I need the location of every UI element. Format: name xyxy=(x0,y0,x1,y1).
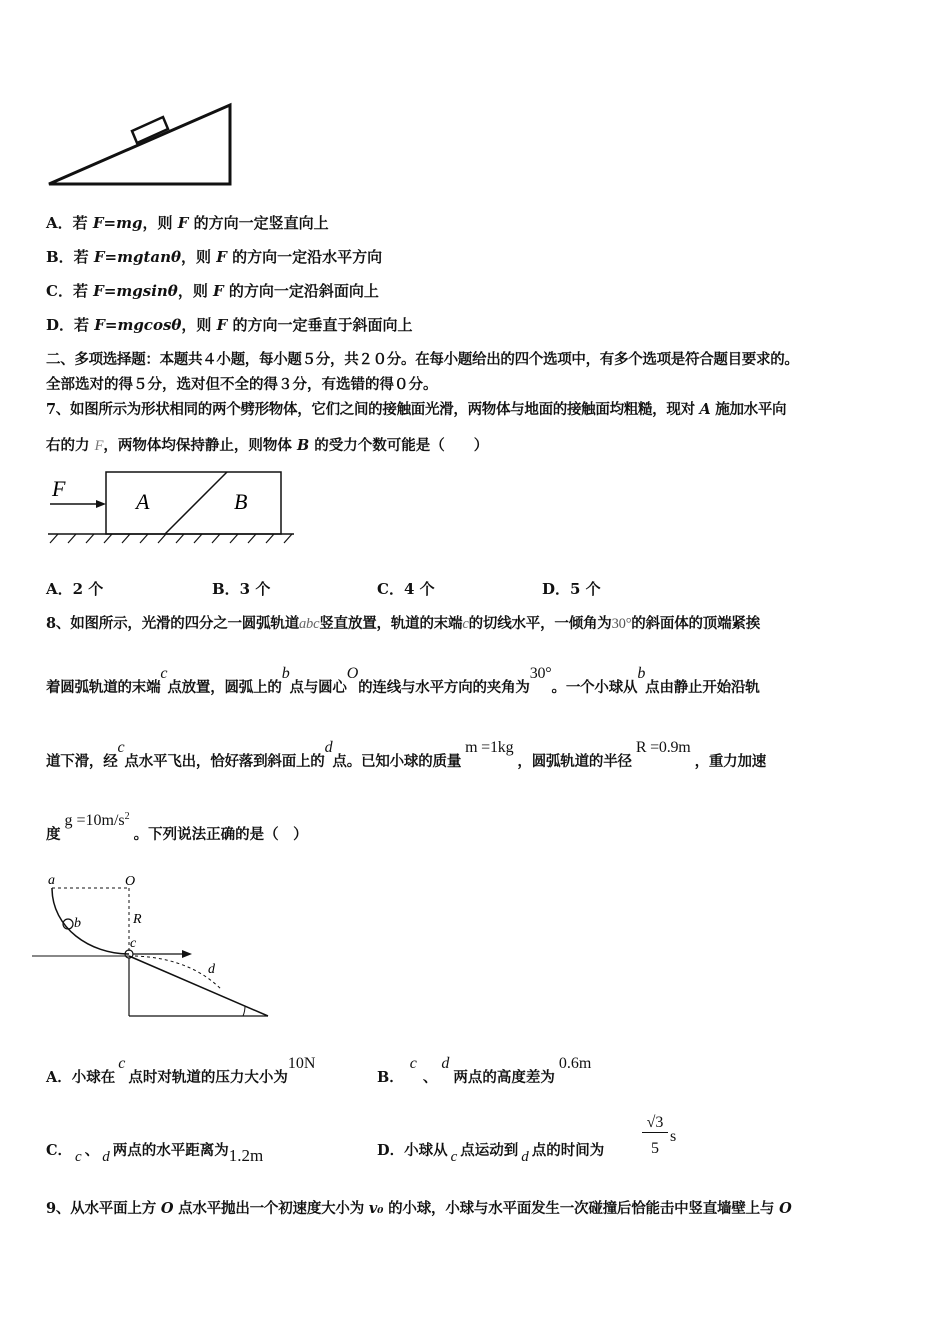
q8-stem-line2: 着圆弧轨道的末端c点放置，圆弧上的b点与圆心O的连线与水平方向的夹角为30°。一个小球从b点由静止开始沿轨 xyxy=(46,665,760,696)
label-r: R xyxy=(133,912,142,927)
ground-hatching xyxy=(50,534,292,543)
wedge-b-label: B xyxy=(234,489,248,514)
q8-stem-line1: 8、如图所示，光滑的四分之一圆弧轨道abc竖直放置，轨道的末端c的切线水平，一倾角为30°的斜面体的顶端紧挨 xyxy=(46,615,760,632)
q7-option-a: A．2 个 xyxy=(46,580,104,598)
q8-option-b: B．c、d两点的高度差为0.6m xyxy=(377,1055,592,1086)
q7-stem-line1: 7、如图所示为形状相同的两个劈形物体，它们之间的接触面光滑，两物体与地面的接触面均粗糙，现对 A 施加水平向 xyxy=(46,401,787,418)
q7-option-d: D．5 个 xyxy=(542,580,601,598)
q7-option-c: C．4 个 xyxy=(377,580,435,598)
wedge-box xyxy=(106,472,281,534)
incline-figure xyxy=(40,95,240,195)
q9-stem-line1: 9、从水平面上方 O 点水平抛出一个初速度大小为 v₀ 的小球，小球与水平面发生一次碰撞后恰能击中竖直墙壁上与 O xyxy=(46,1200,792,1217)
q8-option-c: C． c 、 d 两点的水平距离为1.2m xyxy=(46,1142,264,1165)
q8-option-d: D．小球从 c 点运动到 d 点的时间为 xyxy=(377,1142,605,1165)
incline-triangle xyxy=(49,105,230,184)
label-c: c xyxy=(130,936,137,951)
section2-line2: 全部选对的得５分，选对但不全的得３分，有选错的得０分。 xyxy=(46,376,438,393)
fraction-numerator: √3 xyxy=(642,1114,668,1133)
q7-option-b: B．3 个 xyxy=(212,580,271,598)
label-o: O xyxy=(125,874,136,889)
fraction-denominator: 5 xyxy=(651,1140,659,1157)
angle-arc xyxy=(243,1006,245,1016)
q6-option-a: A．若 F=mg，则 F 的方向一定竖直向上 xyxy=(46,214,329,232)
q8-stem-line3: 道下滑，经c点水平飞出，恰好落到斜面上的d点。已知小球的质量m =1kg，圆弧轨道的半径R =0.9m，重力加速 xyxy=(46,739,767,770)
section2-line1: 二、多项选择题：本题共４小题，每小题５分，共２０分。在每小题给出的四个选项中，有多个选项是符合题目要求的。 xyxy=(46,351,799,368)
q7-stem-line2: 右的力 F，两物体均保持静止，则物体 B 的受力个数可能是（ ） xyxy=(46,437,489,454)
q6-option-c: C．若 F=mgsinθ，则 F 的方向一定沿斜面向上 xyxy=(46,282,379,300)
force-arrow-head xyxy=(96,500,106,508)
force-label: F xyxy=(52,476,66,501)
q6-option-b: B．若 F=mgtanθ，则 F 的方向一定沿水平方向 xyxy=(46,248,383,266)
label-a: a xyxy=(48,873,55,888)
q8-stem-line4: 度$g =10m/s^2$。下列说法正确的是（ ） xyxy=(46,811,308,843)
velocity-arrow-head xyxy=(182,950,192,958)
fraction-unit: s xyxy=(670,1128,677,1145)
label-b: b xyxy=(74,916,81,931)
wedge-a-label: A xyxy=(136,489,150,514)
wedges-figure xyxy=(44,466,304,548)
label-d: d xyxy=(208,962,215,977)
q8-option-a: A．小球在c点时对轨道的压力大小为10N xyxy=(46,1055,316,1086)
q6-option-d: D．若 F=mgcosθ，则 F 的方向一定垂直于斜面向上 xyxy=(46,316,413,334)
wedge-divider xyxy=(165,472,227,534)
arc-track-figure xyxy=(30,868,280,1023)
incline-slope xyxy=(129,956,268,1016)
